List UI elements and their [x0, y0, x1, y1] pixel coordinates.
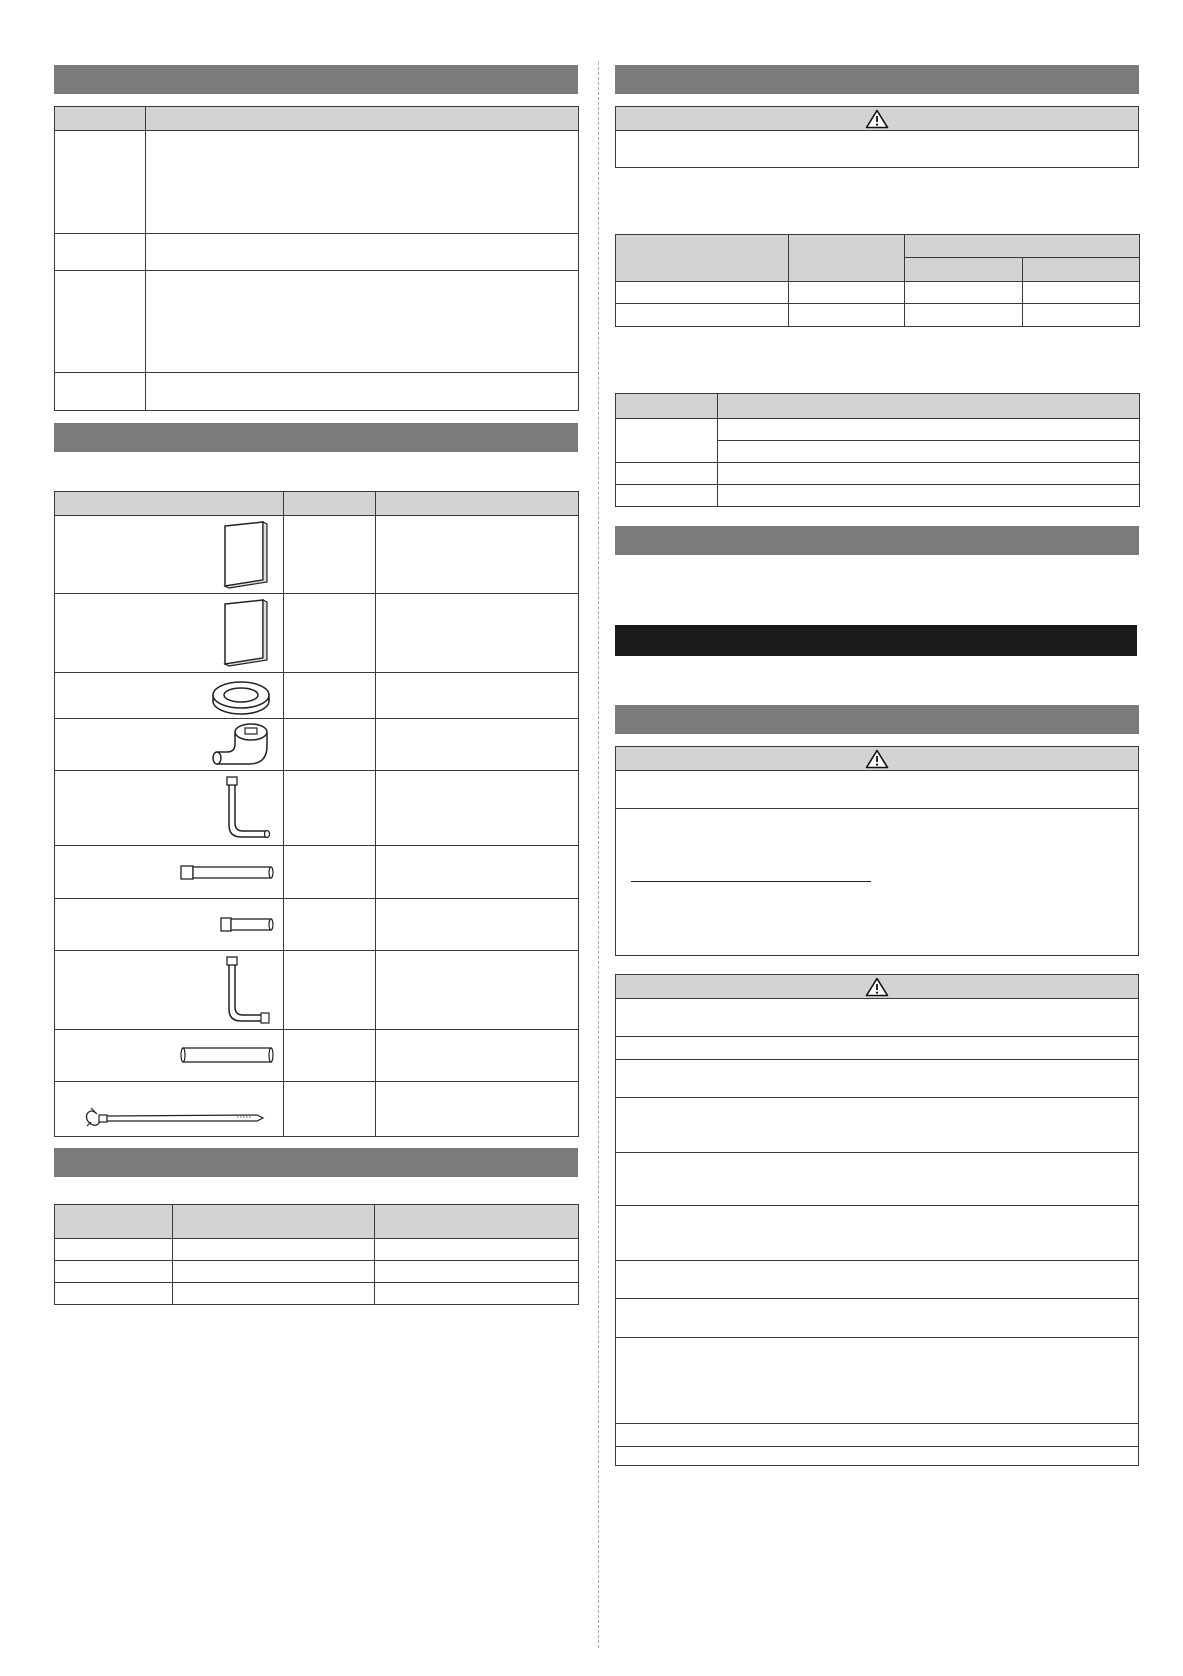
- warning-box: [615, 746, 1139, 956]
- table-cell: [284, 594, 376, 673]
- part-icon-cell: [55, 594, 284, 673]
- warning-row: [616, 999, 1138, 1037]
- part-icon-cell: [55, 951, 284, 1030]
- manual-booklet-icon: [213, 598, 273, 668]
- table-cell: [376, 594, 579, 673]
- part-icon-cell: [55, 719, 284, 771]
- section-bar: [615, 526, 1139, 555]
- table-cell: [146, 234, 579, 271]
- table-cell: [55, 1261, 173, 1283]
- table-cell: [718, 463, 1140, 485]
- warning-triangle-icon: [865, 749, 889, 769]
- table-cell: [718, 485, 1140, 507]
- underline-rule: [631, 881, 871, 882]
- table-header-cell: [55, 492, 284, 516]
- table-cell: [616, 485, 718, 507]
- table-cell: [905, 282, 1023, 304]
- table-cell: [789, 304, 905, 327]
- table-cell: [905, 304, 1023, 327]
- ring-gasket-icon: [209, 675, 273, 719]
- table-cell: [616, 463, 718, 485]
- table-cell: [375, 1239, 579, 1261]
- table-cell: [55, 1283, 173, 1305]
- table-cell: [146, 131, 579, 234]
- table-header-cell: [173, 1205, 375, 1239]
- table-cell: [284, 951, 376, 1030]
- bent-pipe-icon: [215, 953, 275, 1029]
- table-cell: [616, 419, 718, 463]
- table-header-cell: [376, 492, 579, 516]
- warning-box: [615, 106, 1139, 168]
- straight-tube-icon: [177, 1044, 277, 1068]
- warning-row: [616, 1153, 1138, 1206]
- warning-row: [616, 1037, 1138, 1060]
- table-cell: [376, 951, 579, 1030]
- table-cell: [375, 1283, 579, 1305]
- section-bar: [54, 1148, 578, 1177]
- accessories-table: [54, 491, 579, 1137]
- table-header-cell: [1023, 258, 1140, 282]
- table-cell: [376, 719, 579, 771]
- table-cell: [1023, 304, 1140, 327]
- table-cell: [1023, 282, 1140, 304]
- warning-row: [616, 1299, 1138, 1338]
- warning-row: [616, 1447, 1138, 1468]
- table-cell: [284, 1082, 376, 1137]
- table-header-cell: [284, 492, 376, 516]
- table-cell: [284, 1030, 376, 1082]
- table-cell: [284, 846, 376, 899]
- table-cell: [284, 673, 376, 719]
- table-cell: [376, 899, 579, 951]
- bent-pipe-icon: [215, 773, 275, 845]
- table-cell: [173, 1239, 375, 1261]
- table-header-cell: [905, 258, 1023, 282]
- warning-row: [616, 771, 1138, 809]
- warning-row: [616, 1424, 1138, 1447]
- part-icon-cell: [55, 673, 284, 719]
- table-header-cell: [905, 235, 1140, 258]
- table-cell: [376, 516, 579, 594]
- part-icon-cell: [55, 1082, 284, 1137]
- table-cell: [173, 1261, 375, 1283]
- table-header-cell: [718, 394, 1140, 419]
- table-cell: [284, 899, 376, 951]
- warning-row: [616, 1098, 1138, 1153]
- elbow-fitting-icon: [207, 720, 273, 770]
- warning-row: [616, 1206, 1138, 1261]
- table-cell: [376, 1030, 579, 1082]
- table-cell: [616, 304, 789, 327]
- table-header-cell: [55, 107, 146, 131]
- table-cell: [284, 516, 376, 594]
- table-cell: [284, 771, 376, 846]
- warning-row: [616, 1060, 1138, 1098]
- cable-tie-icon: [77, 1104, 267, 1134]
- table-cell: [284, 719, 376, 771]
- table-cell: [376, 673, 579, 719]
- table-cell: [55, 1239, 173, 1261]
- warning-row: [616, 1261, 1138, 1299]
- spec-table: [54, 106, 579, 411]
- table-cell: [376, 1082, 579, 1137]
- table-cell: [718, 419, 1140, 441]
- part-icon-cell: [55, 771, 284, 846]
- warning-triangle-icon: [865, 977, 889, 997]
- warning-header: [616, 107, 1138, 131]
- table-cell: [55, 271, 146, 373]
- section-bar: [615, 65, 1139, 94]
- straight-pipe-long-icon: [177, 861, 277, 885]
- table-cell: [718, 441, 1140, 463]
- table-cell: [55, 234, 146, 271]
- table-cell: [173, 1283, 375, 1305]
- table-cell: [55, 373, 146, 411]
- manual-booklet-icon: [213, 520, 273, 590]
- table-cell: [146, 271, 579, 373]
- option-table: [615, 393, 1140, 507]
- warning-row: [616, 809, 1138, 956]
- table-header-cell: [789, 235, 905, 282]
- section-bar: [54, 65, 578, 94]
- part-icon-cell: [55, 846, 284, 899]
- table-cell: [789, 282, 905, 304]
- warning-triangle-icon: [865, 109, 889, 129]
- warning-header: [616, 975, 1138, 999]
- black-section-bar: [615, 625, 1137, 656]
- part-icon-cell: [55, 899, 284, 951]
- table-cell: [55, 131, 146, 234]
- table-header-cell: [616, 394, 718, 419]
- warning-row: [616, 1338, 1138, 1424]
- table-header-cell: [55, 1205, 173, 1239]
- part-icon-cell: [55, 1030, 284, 1082]
- section-bar: [615, 705, 1139, 734]
- table-cell: [375, 1261, 579, 1283]
- table-header-cell: [146, 107, 579, 131]
- table-header-cell: [616, 235, 789, 282]
- table-cell: [376, 846, 579, 899]
- table-header-cell: [375, 1205, 579, 1239]
- warning-box: [615, 974, 1139, 1466]
- table-cell: [376, 771, 579, 846]
- table-cell: [146, 373, 579, 411]
- section-bar: [54, 423, 578, 452]
- dimension-table: [615, 234, 1140, 327]
- table-cell: [616, 282, 789, 304]
- part-icon-cell: [55, 516, 284, 594]
- straight-pipe-short-icon: [217, 913, 277, 937]
- warning-header: [616, 747, 1138, 771]
- column-divider: [598, 62, 599, 1648]
- data-table: [54, 1204, 579, 1305]
